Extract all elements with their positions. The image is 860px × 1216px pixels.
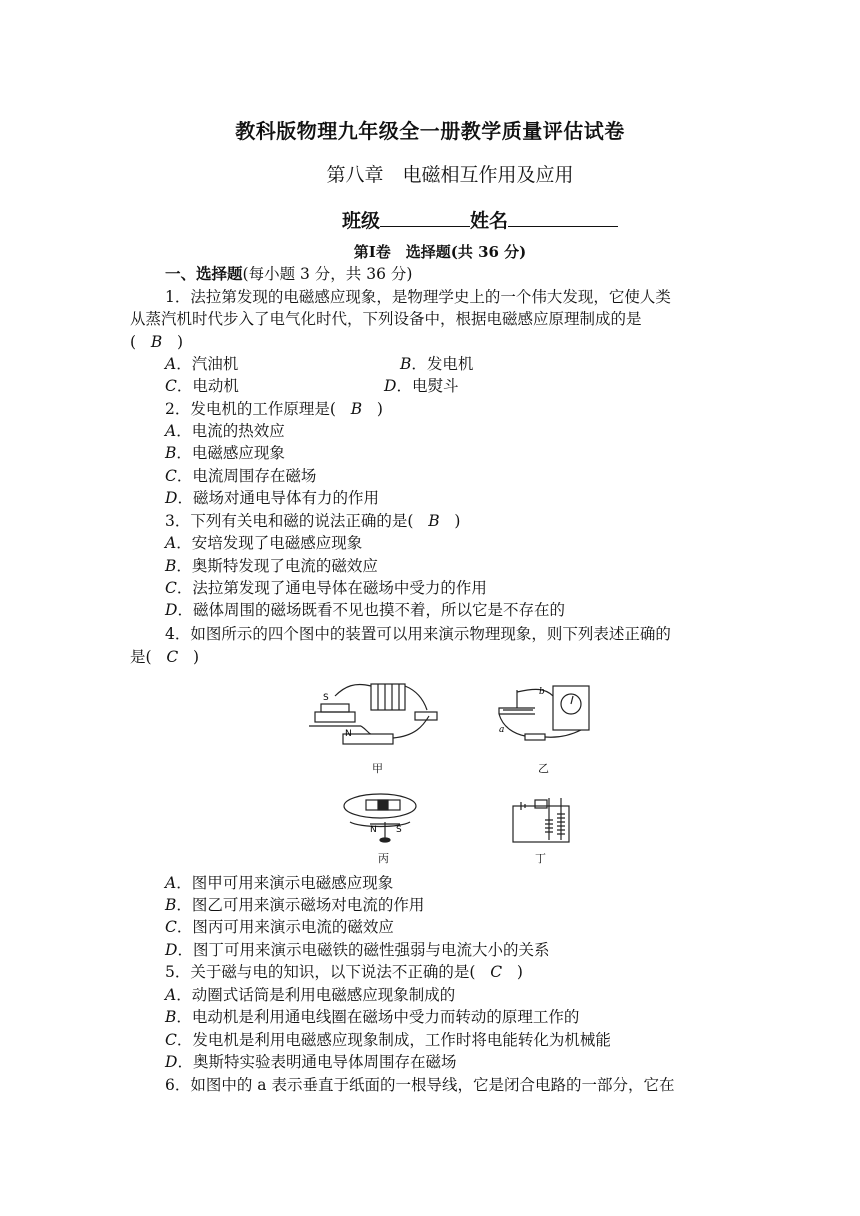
switch-icon: [525, 734, 545, 740]
figure-label-jia: 甲: [372, 762, 383, 775]
q2-option-c: C．电流周围存在磁场: [165, 467, 317, 485]
class-blank: [380, 208, 470, 227]
name-label: 姓名: [470, 210, 509, 232]
q2-option-a: A．电流的热效应: [165, 422, 285, 440]
svg-text:N: N: [345, 729, 352, 739]
q4-option-c: C．图丙可用来演示电流的磁效应: [165, 918, 394, 936]
svg-text:S: S: [323, 693, 329, 703]
q4-option-d: D．图丁可用来演示电磁铁的磁性强弱与电流大小的关系: [165, 941, 550, 959]
battery-icon: [371, 684, 405, 710]
q3-option-d: D．磁体周围的磁场既看不见也摸不着，所以它是不存在的: [165, 601, 565, 619]
q1-answer-line: [130, 332, 183, 352]
class-name-line: [342, 206, 618, 233]
q4-answer: C: [166, 648, 179, 666]
part-note: (每小题 3 分，共 36 分): [242, 265, 413, 283]
q1-open-paren: (: [130, 333, 137, 351]
q1-option-d: D．电熨斗: [384, 377, 459, 395]
q1-line2: 从蒸汽机时代步入了电气化时代，下列设备中，根据电磁感应原理制成的是: [130, 310, 642, 328]
figure-label-bing: 丙: [378, 852, 389, 865]
q1-option-a: A．汽油机: [165, 355, 239, 373]
q4-option-a: A．图甲可用来演示电磁感应现象: [165, 874, 394, 892]
q3-option-b: B．奥斯特发现了电流的磁效应: [165, 557, 378, 575]
q2-answer: B: [350, 400, 363, 418]
q1-close-paren: ): [177, 333, 184, 351]
class-label: 班级: [342, 210, 381, 232]
figure-bing: [340, 786, 430, 848]
q2-option-b: B．电磁感应现象: [165, 444, 285, 462]
svg-text:S: S: [396, 825, 402, 835]
figure-ding: [507, 792, 579, 848]
q1-option-b: B．发电机: [400, 355, 474, 373]
q2-option-d: D．磁场对通电导体有力的作用: [165, 489, 379, 507]
q2-stem: 2．发电机的工作原理是( B ): [165, 400, 383, 418]
q5-option-b: B．电动机是利用通电线圈在磁场中受力而转动的原理工作的: [165, 1008, 580, 1026]
figure-yi: [495, 680, 595, 748]
part-title: 一、选择题: [165, 264, 243, 283]
q4-option-b: B．图乙可用来演示磁场对电流的作用: [165, 896, 425, 914]
q3-answer: B: [428, 512, 440, 530]
figure-label-yi: 乙: [538, 762, 549, 775]
q5-answer: C: [490, 963, 503, 981]
q5-option-a: A．动圈式话筒是利用电磁感应现象制成的: [165, 986, 456, 1004]
svg-text:b: b: [539, 687, 545, 697]
q3-option-a: A．安培发现了电磁感应现象: [165, 534, 363, 552]
chapter-subtitle: 第八章 电磁相互作用及应用: [326, 164, 574, 186]
figure-label-ding: 丁: [535, 852, 546, 865]
exam-title: 教科版物理九年级全一册教学质量评估试卷: [235, 119, 625, 143]
q3-stem: 3．下列有关电和磁的说法正确的是( B ): [165, 512, 461, 530]
q4-line1: 4．如图所示的四个图中的装置可以用来演示物理现象，则下列表述正确的: [165, 625, 671, 643]
galvanometer-icon: [553, 686, 589, 730]
name-blank: [508, 208, 618, 227]
q3-option-c: C．法拉第发现了通电导体在磁场中受力的作用: [165, 579, 487, 597]
q4-line2: 是( C ): [130, 648, 200, 666]
q1-line1: 1．法拉第发现的电磁感应现象，是物理学史上的一个伟大发现，它使人类: [165, 288, 671, 306]
q5-option-d: D．奥斯特实验表明通电导体周围存在磁场: [165, 1053, 457, 1071]
q5-stem: 5．关于磁与电的知识，以下说法不正确的是( C ): [165, 963, 523, 981]
svg-text:a: a: [499, 725, 505, 735]
q1-answer: B: [150, 333, 163, 351]
q5-option-c: C．发电机是利用电磁感应现象制成，工作时将电能转化为机械能: [165, 1031, 611, 1049]
q6-line1: 6．如图中的 a 表示垂直于纸面的一根导线，它是闭合电路的一部分，它在: [165, 1076, 675, 1094]
figure-jia: [305, 676, 445, 752]
q1-option-c: C．电动机: [165, 377, 239, 395]
magnet-icon: [315, 712, 355, 722]
part-heading: [165, 264, 412, 284]
volume-heading: 第Ⅰ卷 选择题(共 36 分): [353, 243, 527, 261]
svg-text:N: N: [370, 825, 377, 835]
